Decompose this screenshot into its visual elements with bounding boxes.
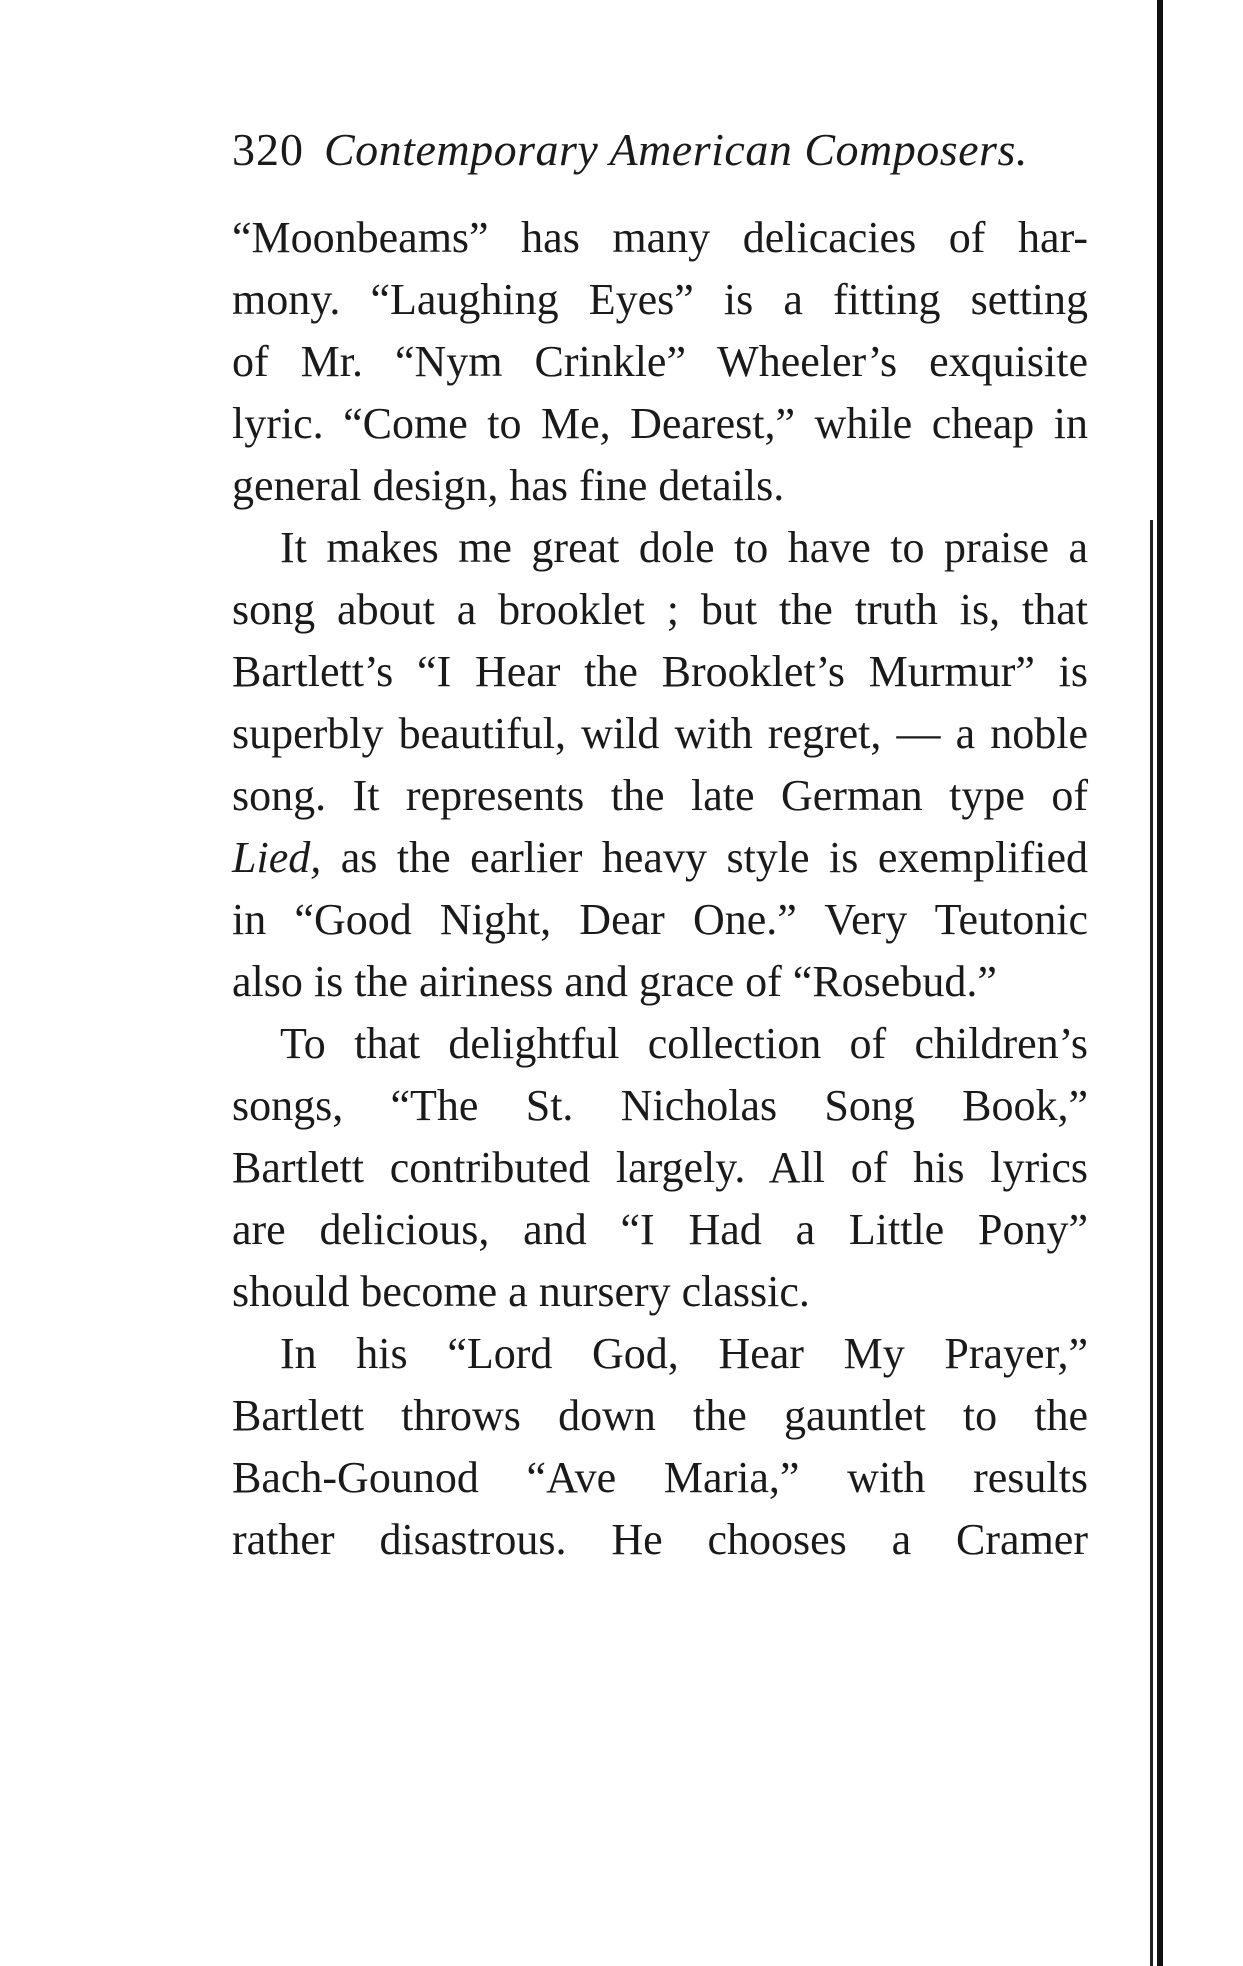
page-number: 320 — [232, 124, 304, 175]
text-line: song about a brooklet ; but the truth is, that — [232, 585, 1088, 634]
text-line: should become a nursery classic. — [232, 1267, 810, 1316]
text-line: Bach-Gounod “Ave Maria,” with results — [232, 1453, 1088, 1502]
text-line: Bartlett’s “I Hear the Brooklet’s Murmur” is — [232, 647, 1088, 696]
text-line: in “Good Night, Dear One.” Very Teutonic — [232, 895, 1088, 944]
text-line: general design, has fine details. — [232, 461, 785, 510]
running-header — [232, 118, 1092, 182]
text-line: songs, “The St. Nicholas Song Book,” — [232, 1081, 1088, 1130]
text-line: song. It represents the late German type of — [232, 771, 1088, 820]
text-line: “Moonbeams” has many delicacies of har- — [232, 213, 1088, 262]
paragraph-first-line: To that delightful collection of children’s — [280, 1019, 1088, 1068]
text-line: of Mr. “Nym Crinkle” Wheeler’s exquisite — [232, 337, 1088, 386]
italic-word: Lied, — [232, 833, 322, 882]
text-line: Bartlett contributed largely. All of his lyrics — [232, 1143, 1088, 1192]
running-title: Contemporary American Composers. — [324, 124, 1028, 175]
paragraph-first-line: In his “Lord God, Hear My Prayer,” — [280, 1329, 1088, 1378]
paragraph-first-line: It makes me great dole to have to praise a — [280, 523, 1088, 572]
page-binding-shadow — [1150, 520, 1153, 1966]
text-line: Bartlett throws down the gauntlet to the — [232, 1391, 1088, 1440]
body-text — [232, 207, 1088, 1571]
text-line-with-italic — [232, 827, 1088, 889]
text-line: rather disastrous. He chooses a Cramer — [232, 1515, 1088, 1564]
text-line: mony. “Laughing Eyes” is a fitting setting — [232, 275, 1088, 324]
text-line-rest: as the earlier heavy style is exemplified — [340, 833, 1088, 882]
text-line: superbly beautiful, wild with regret, — a noble — [232, 709, 1088, 758]
text-line: lyric. “Come to Me, Dearest,” while cheap in — [232, 399, 1088, 448]
page-binding-edge — [1157, 0, 1163, 1966]
text-line: are delicious, and “I Had a Little Pony” — [232, 1205, 1088, 1254]
text-line: also is the airiness and grace of “Rosebud.” — [232, 957, 997, 1006]
